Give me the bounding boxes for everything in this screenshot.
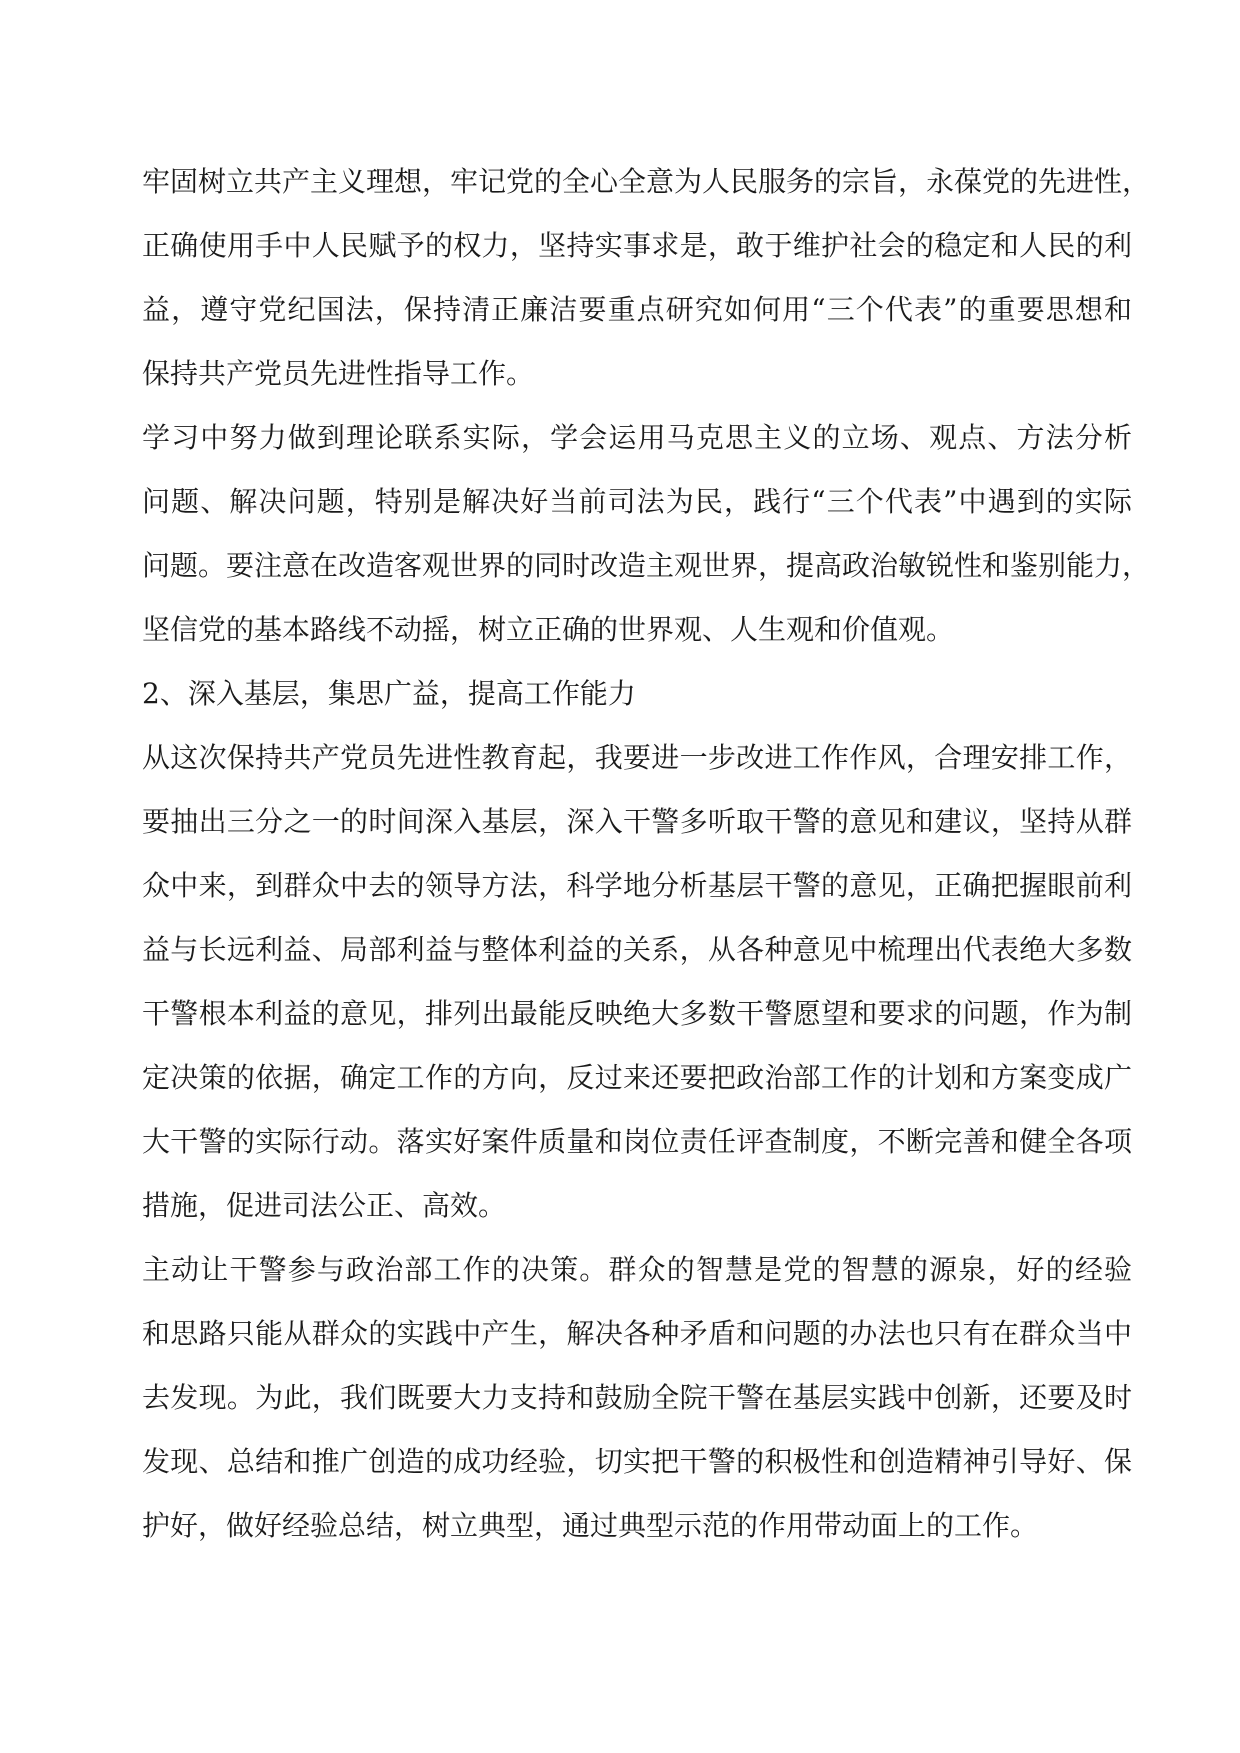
text-line: 干警根本利益的意见，排列出最能反映绝大多数干警愿望和要求的问题，作为制 [142,997,1132,1030]
text-line: 措施，促进司法公正、高效。 [142,1189,507,1222]
text-line: 定决策的依据，确定工作的方向，反过来还要把政治部工作的计划和方案变成广 [142,1061,1132,1094]
text-line: 问题。要注意在改造客观世界的同时改造主观世界，提高政治敏锐性和鉴别能力， [142,549,1151,582]
text-line: 护好，做好经验总结，树立典型，通过典型示范的作用带动面上的工作。 [142,1509,1039,1542]
text-line: 正确使用手中人民赋予的权力，坚持实事求是，敢于维护社会的稳定和人民的利 [142,229,1132,262]
document-body [142,150,1151,1558]
text-line: 主动让干警参与政治部工作的决策。群众的智慧是党的智慧的源泉，好的经验 [142,1253,1132,1286]
text-line: 益与长远利益、局部利益与整体利益的关系，从各种意见中梳理出代表绝大多数 [142,933,1132,966]
text-line: 要抽出三分之一的时间深入基层，深入干警多听取干警的意见和建议，坚持从群 [142,805,1132,838]
text-line: 保持共产党员先进性指导工作。 [142,357,535,390]
text-line: 问题、解决问题，特别是解决好当前司法为民，践行“三个代表”中遇到的实际 [142,485,1132,518]
text-line: 发现、总结和推广创造的成功经验，切实把干警的积极性和创造精神引导好、保 [142,1445,1132,1478]
text-line: 益，遵守党纪国法，保持清正廉洁要重点研究如何用“三个代表”的重要思想和 [142,293,1132,326]
text-line: 2、深入基层，集思广益，提高工作能力 [142,677,636,710]
text-line: 大干警的实际行动。落实好案件质量和岗位责任评查制度，不断完善和健全各项 [142,1125,1132,1158]
text-line: 学习中努力做到理论联系实际，学会运用马克思主义的立场、观点、方法分析 [142,421,1132,454]
text-line: 和思路只能从群众的实践中产生，解决各种矛盾和问题的办法也只有在群众当中 [142,1317,1132,1350]
text-line: 众中来，到群众中去的领导方法，科学地分析基层干警的意见，正确把握眼前利 [142,869,1132,902]
text-line: 从这次保持共产党员先进性教育起，我要进一步改进工作作风，合理安排工作， [142,741,1132,774]
text-line: 去发现。为此，我们既要大力支持和鼓励全院干警在基层实践中创新，还要及时 [142,1381,1132,1414]
text-line: 牢固树立共产主义理想，牢记党的全心全意为人民服务的宗旨，永葆党的先进性， [142,165,1151,198]
text-line: 坚信党的基本路线不动摇，树立正确的世界观、人生观和价值观。 [142,613,955,646]
